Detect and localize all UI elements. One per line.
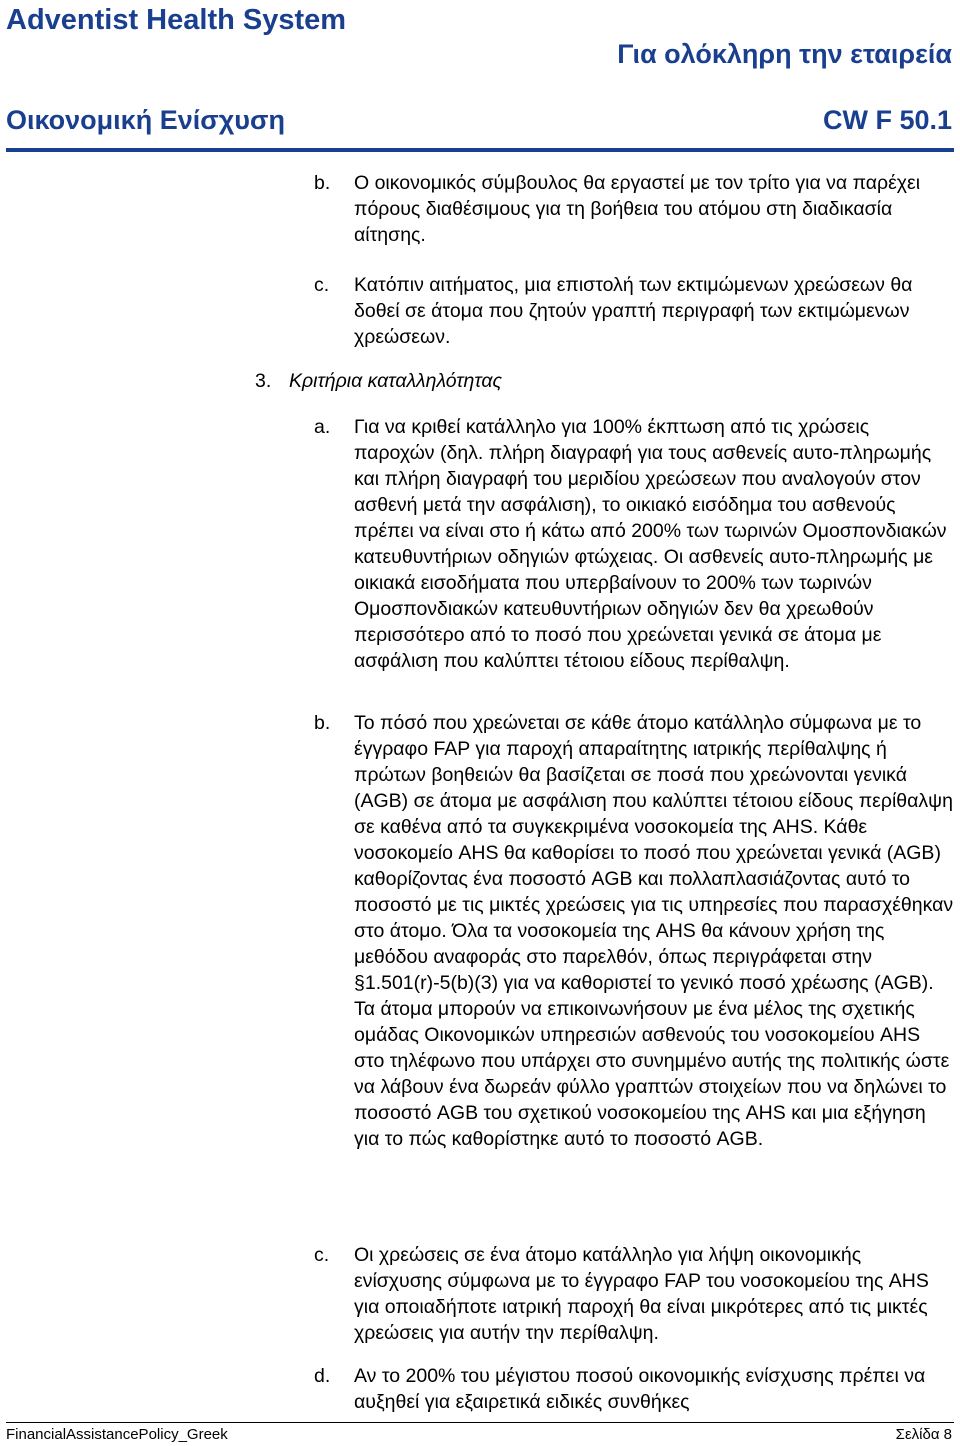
list-item-text: Αν το 200% του μέγιστου ποσού οικονομικής ενίσχυσης πρέπει να αυξηθεί για εξαιρετικά ειδικές συνθήκες (354, 1365, 926, 1413)
section-marker: 3. (255, 370, 272, 392)
scope-label: Για ολόκληρη την εταιρεία (617, 39, 952, 69)
list-marker: a. (314, 416, 331, 438)
list-item-text: Για να κριθεί κατάλληλο για 100% έκπτωση από τις χρώσεις παροχών (δηλ. πλήρη διαγραφή για τους ασθενείς αυτο-πληρωμής και πλήρη διαγραφή του μεριδίου χρεώσεων που αναλογούν στον ασθενή μετά την ασφάλιση), το οικιακό εισόδημα του ασθενούς πρέπει να είναι στο ή κάτω από 200% των τωρινών Ομοσπονδιακών κατευθυντήριων οδηγιών φτώχειας. Οι ασθενείς αυτο-πληρωμής με οικιακά εισοδήματα που υπερβαίνουν το 200% των τωρινών Ομοσπονδιακών κατευθυντήριων οδηγιών δεν θα χρεωθούν περισσότερο από το ποσό που χρεώνεται γενικά σε άτομα με ασφάλιση που καλύπτει τέτοιου είδους περίθαλψη. (354, 416, 947, 672)
list-item-text: Οι χρεώσεις σε ένα άτομο κατάλληλο για λήψη οικονομικής ενίσχυσης σύμφωνα με το έγγραφο FAP του νοσοκομείου της AHS για οποιαδήποτε ιατρική παροχή θα είναι μικρότερες από τις μικτές χρεώσεις για αυτήν την περίθαλψη. (354, 1244, 929, 1344)
list-item-text: Το πόσό που χρεώνεται σε κάθε άτομο κατάλληλο σύμφωνα με το έγγραφο FAP για παροχή απαραίτητης ιατρικής περίθαλψης ή πρώτων βοηθειών θα βασίζεται σε ποσά που χρεώνονται γενικά (AGB) σε άτομα με ασφάλιση που καλύπτει τέτοιου είδους περίθαλψη σε καθένα από τα συγκεκριμένα νοσοκομεία της AHS. Κάθε νοσοκομείο AHS θα καθορίσει το ποσό που χρεώνεται γενικά (AGB) καθορίζοντας ένα ποσοστό AGB και πολλαπλασιάζοντας αυτό το ποσοστό με τις μικτές χρεώσεις για τις υπηρεσίες που παρασχέθηκαν στο άτομο. Όλα τα νοσοκομεία της AHS θα κάνουν χρήση της μεθόδου αναφοράς στο παρελθόν, όπως περιγράφεται στην §1.501(r)-5(b)(3) για να καθοριστεί το γενικό ποσό χρέωσης (AGB). Τα άτομα μπορούν να επικοινωνήσουν με ένα μέλος της σχετικής ομάδας Οικονομικών υπηρεσιών ασθενούς του νοσοκομείου AHS στο τηλέφωνο που υπάρχει στο συνημμένο αυτής της πολιτικής ώστε να λάβουν ένα δωρεάν φύλλο γραπτών στοιχείων που να δηλώνει το ποσοστό AGB του σχετικού νοσοκομείου της AHS και μια εξήγηση για το πώς καθορίστηκε αυτό το ποσοστό AGB. (354, 712, 954, 1150)
list-marker: c. (314, 1244, 330, 1266)
section-heading-text: Κριτήρια καταλληλότητας (289, 370, 502, 392)
document-code: CW F 50.1 (822, 105, 952, 135)
list-marker: b. (314, 712, 331, 734)
footer-divider (6, 1422, 954, 1423)
section-title: Οικονομική Ενίσχυση (6, 105, 285, 135)
list-item-text: Ο οικονομικός σύμβουλος θα εργαστεί με τον τρίτο για να παρέχει πόρους διαθέσιμους για τη βοήθεια του ατόμου στη διαδικασία αίτησης. (354, 172, 921, 246)
page-number: Σελίδα 8 (895, 1426, 952, 1443)
list-item-text: Κατόπιν αιτήματος, μια επιστολή των εκτιμώμενων χρεώσεων θα δοθεί σε άτομα που ζητούν γραπτή περιγραφή των εκτιμώμενων χρεώσεων. (354, 274, 913, 348)
organization-title: Adventist Health System (6, 4, 347, 36)
header-divider (6, 148, 954, 152)
list-marker: d. (314, 1365, 331, 1387)
footer-filename: FinancialAssistancePolicy_Greek (6, 1426, 228, 1443)
list-marker: b. (314, 172, 331, 194)
list-marker: c. (314, 274, 330, 296)
